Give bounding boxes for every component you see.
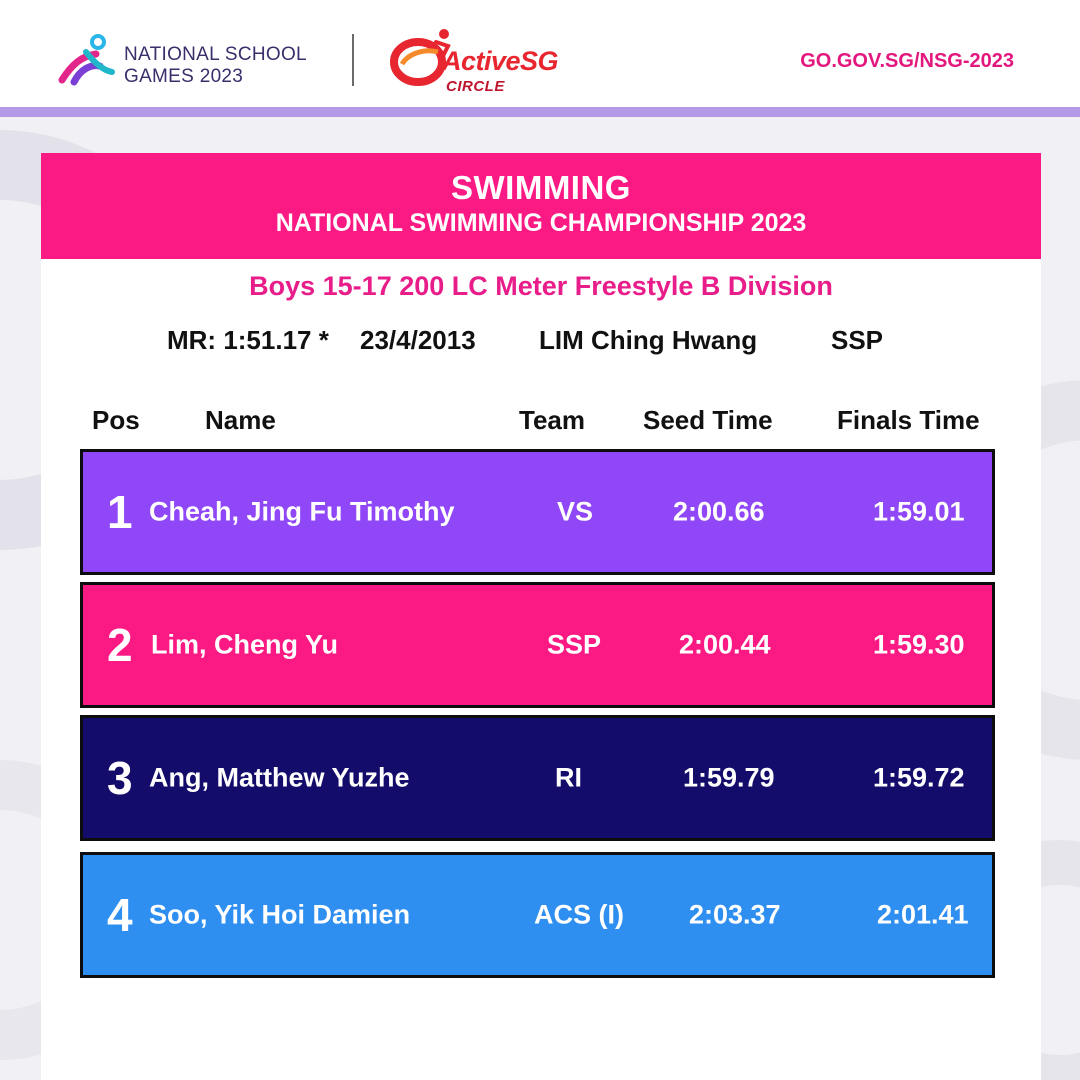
column-header-team: Team <box>519 405 585 435</box>
result-finals-time: 1:59.01 <box>873 496 965 527</box>
result-row-2 <box>80 582 995 708</box>
result-swimmer-name: Soo, Yik Hoi Damien <box>149 899 411 930</box>
result-position: 2 <box>107 619 133 671</box>
sport-title: SWIMMING <box>451 169 631 206</box>
result-seed-time: 2:00.44 <box>679 629 771 660</box>
meet-record-team: SSP <box>831 325 884 355</box>
nsg-line1: NATIONAL SCHOOL <box>124 44 307 65</box>
logo-divider <box>352 34 354 86</box>
result-finals-time: 1:59.30 <box>873 629 965 660</box>
result-position: 1 <box>107 486 133 538</box>
championship-title: NATIONAL SWIMMING CHAMPIONSHIP 2023 <box>275 209 807 237</box>
result-team: VS <box>557 496 594 527</box>
column-header-finals-time: Finals Time <box>837 405 980 435</box>
race-title: Boys 15-17 200 LC Meter Freestyle B Division <box>249 271 833 301</box>
event-banner <box>41 153 1041 259</box>
nsg-line2: GAMES 2023 <box>124 66 244 87</box>
result-seed-time: 2:03.37 <box>689 899 781 930</box>
activesg-circle-label: CIRCLE <box>446 78 505 95</box>
result-finals-time: 2:01.41 <box>877 899 969 930</box>
website-url[interactable]: GO.GOV.SG/NSG-2023 <box>800 50 1014 72</box>
result-swimmer-name: Cheah, Jing Fu Timothy <box>149 496 455 527</box>
column-header-seed-time: Seed Time <box>643 405 773 435</box>
nsg-logo-icon <box>56 34 116 86</box>
result-finals-time: 1:59.72 <box>873 762 965 793</box>
results-card <box>41 153 1041 1080</box>
column-header-pos: Pos <box>92 405 140 435</box>
nsg-wordmark <box>124 44 307 88</box>
meet-record-date: 23/4/2013 <box>360 325 476 355</box>
meet-record-time: MR: 1:51.17 * <box>167 325 329 355</box>
activesg-wordmark: ActiveSG <box>442 46 559 76</box>
result-swimmer-name: Ang, Matthew Yuzhe <box>149 762 410 793</box>
result-team: RI <box>555 762 582 793</box>
result-seed-time: 2:00.66 <box>673 496 765 527</box>
result-seed-time: 1:59.79 <box>683 762 775 793</box>
result-team: ACS (I) <box>534 899 624 930</box>
meet-record-holder: LIM Ching Hwang <box>539 325 758 355</box>
result-position: 4 <box>107 889 133 941</box>
result-swimmer-name: Lim, Cheng Yu <box>151 629 339 660</box>
result-team: SSP <box>547 629 602 660</box>
result-row-1 <box>80 449 995 575</box>
result-position: 3 <box>107 752 133 804</box>
top-header <box>0 0 1080 117</box>
result-row-3 <box>80 715 995 841</box>
column-header-name: Name <box>205 405 276 435</box>
result-row-4 <box>80 852 995 978</box>
